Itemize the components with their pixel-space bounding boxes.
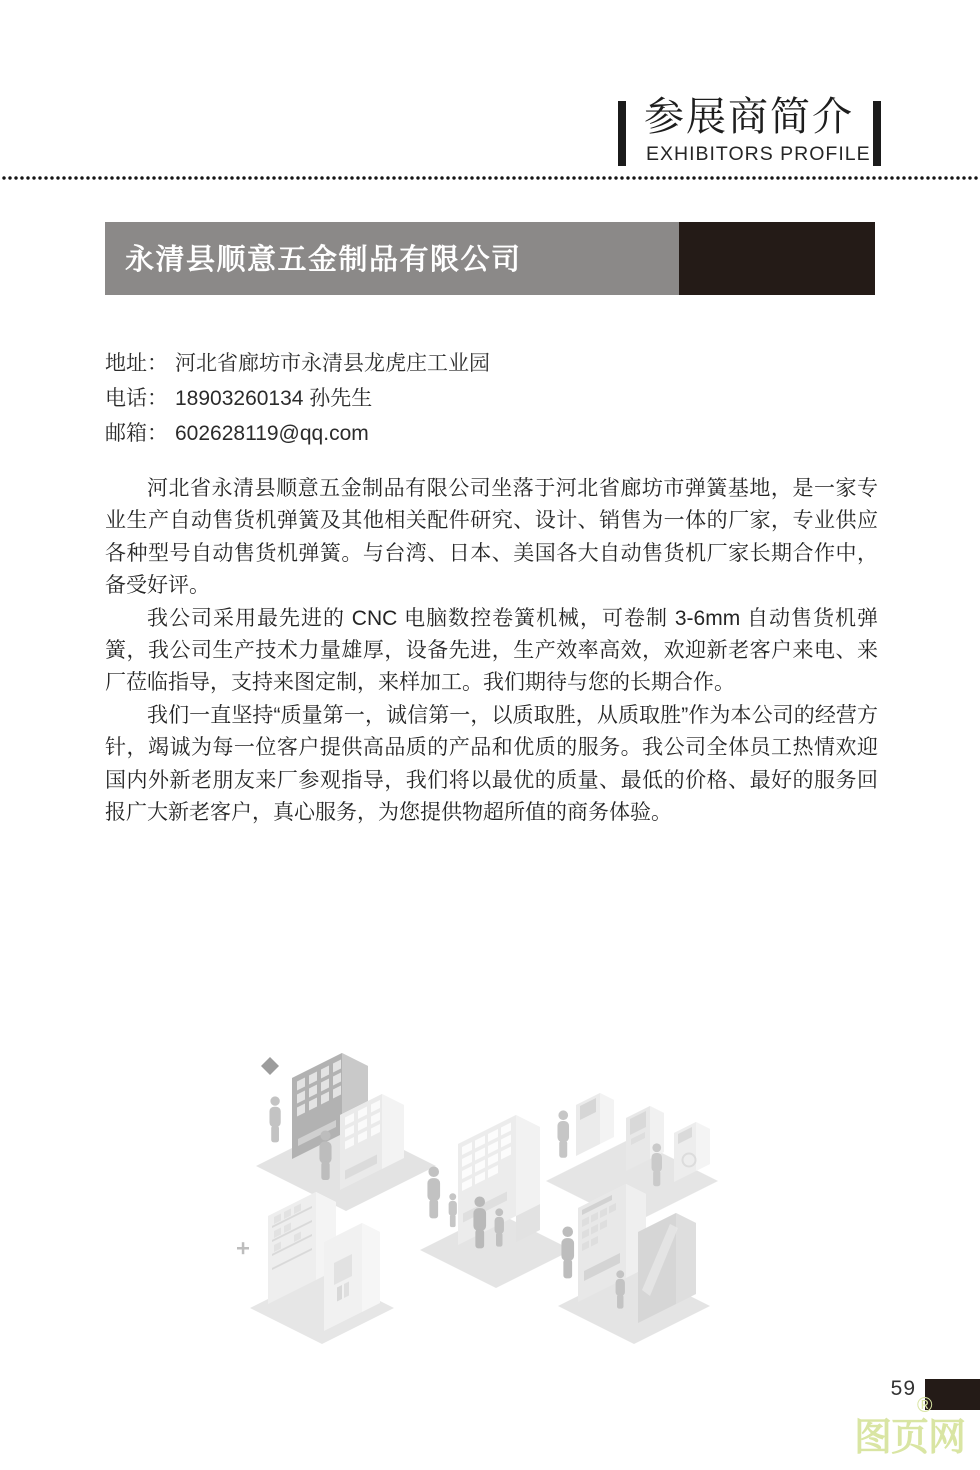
banner-dark-block bbox=[679, 222, 875, 295]
cluster-bottomright bbox=[558, 1184, 710, 1344]
email-label: 邮箱： bbox=[105, 422, 168, 445]
company-profile-text bbox=[105, 473, 878, 829]
company-banner bbox=[105, 222, 875, 295]
phone-label: 电话： bbox=[105, 387, 168, 410]
watermark-text: 图页网 bbox=[854, 1417, 966, 1459]
cluster-middle bbox=[420, 1115, 572, 1288]
contact-email bbox=[105, 416, 490, 451]
contact-info bbox=[105, 346, 490, 451]
contact-address bbox=[105, 346, 490, 381]
cluster-bottomleft bbox=[250, 1192, 394, 1344]
address-label: 地址： bbox=[105, 352, 168, 375]
dotted-divider bbox=[0, 175, 980, 181]
registered-mark: ® bbox=[917, 1394, 933, 1417]
cluster-topleft bbox=[256, 1053, 436, 1211]
company-name: 永清县顺意五金制品有限公司 bbox=[125, 243, 522, 276]
contact-phone bbox=[105, 381, 490, 416]
vending-machines-illustration bbox=[228, 1038, 722, 1360]
page-number: 59 bbox=[890, 1377, 916, 1400]
profile-paragraph-1: 河北省永清县顺意五金制品有限公司坐落于河北省廊坊市弹簧基地，是一家专业生产自动售货机弹簧及其他相关配件研究、设计、销售为一体的厂家，专业供应各种型号自动售货机弹簧。与台湾、日本、美国各大自动售货机厂家长期合作中，备受好评。 bbox=[105, 477, 878, 598]
page-subtitle: EXHIBITORS PROFILE bbox=[646, 143, 871, 165]
header-left-bar bbox=[618, 101, 626, 166]
email-value: 602628119@qq.com bbox=[175, 422, 369, 445]
watermark-logo bbox=[854, 1394, 966, 1461]
header-right-bar bbox=[873, 101, 881, 166]
page-title: 参展商简介 bbox=[644, 95, 854, 139]
diamond-marker bbox=[261, 1057, 279, 1075]
phone-value: 18903260134 孙先生 bbox=[175, 387, 373, 410]
plus-marker bbox=[237, 1242, 249, 1254]
address-value: 河北省廊坊市永清县龙虎庄工业园 bbox=[175, 352, 490, 375]
profile-paragraph-3: 我们一直坚持“质量第一，诚信第一，以质取胜，从质取胜”作为本公司的经营方针，竭诚为每一位客户提供高品质的产品和优质的服务。我公司全体员工热情欢迎国内外新老朋友来厂参观指导，我们将以最优的质量、最低的价格、最好的服务回报广大新老客户，真心服务，为您提供物超所值的商务体验。 bbox=[105, 703, 878, 825]
profile-paragraph-2: 我公司采用最先进的 CNC 电脑数控卷簧机械，可卷制 3-6mm 自动售货机弹簧，我公司生产技术力量雄厚，设备先进，生产效率高效，欢迎新老客户来电、来厂莅临指导，支持来图定制，来样加工。我们期待与您的长期合作。 bbox=[105, 606, 878, 695]
